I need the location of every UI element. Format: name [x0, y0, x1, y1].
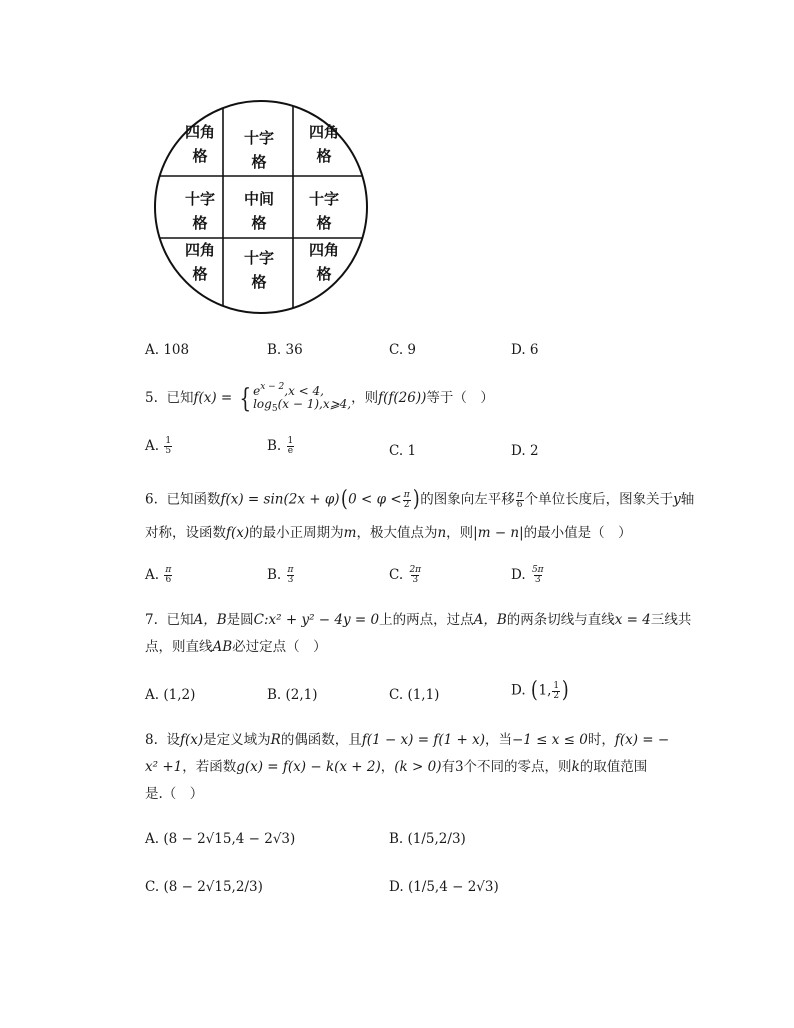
q6-option-d-den: 3: [534, 575, 541, 585]
q7-line-eq: x = 4: [614, 612, 651, 628]
q6-line2-b: 的最小正周期为: [249, 525, 344, 541]
q6-text-a: 已知函数: [166, 491, 221, 508]
q4-option-a[interactable]: A. 108: [145, 342, 190, 358]
grid-cell-9-line1: 四角: [308, 241, 340, 259]
grid-cell-4-line1: 十字: [184, 190, 216, 208]
q8-option-d[interactable]: [389, 879, 499, 895]
q6-cond: 0 < φ <: [348, 491, 402, 508]
q5-option-a-den: 5: [165, 446, 172, 456]
q8-R: R: [270, 732, 281, 748]
q5-number: 5.: [145, 390, 158, 407]
q6-option-b-num: π: [287, 565, 294, 575]
q6-line2-e: 的最小值是（ ）: [523, 525, 632, 541]
q6-option-a-num: π: [165, 565, 172, 575]
q5-option-a-num: 1: [165, 436, 172, 446]
q5-option-d[interactable]: [511, 443, 539, 459]
grid-cell-3-line1: 四角: [308, 123, 340, 141]
q6-stem-line1: [145, 489, 694, 511]
q5-option-d-text: 2: [529, 443, 539, 459]
q6-line2-m: m: [343, 525, 357, 541]
q7-option-a-text: (1,2): [163, 687, 196, 703]
q6-paren-close: ): [412, 487, 420, 512]
q5-option-c-text: 1: [407, 443, 417, 459]
q6-option-d[interactable]: [511, 566, 546, 585]
q6-option-d-frac: [531, 566, 545, 585]
q7-circle-eq: C:x² + y² − 4y = 0: [253, 612, 380, 628]
q8-line2-c: ，: [380, 759, 395, 775]
q5-case1-base: e: [253, 384, 261, 398]
q7-text-b: 是圆: [226, 612, 254, 628]
q7-text-a: 已知: [166, 612, 194, 628]
q7-option-c[interactable]: [389, 687, 439, 703]
q5-case1: [253, 383, 351, 398]
q6-expr: f(x) = sin(2x + φ): [220, 491, 340, 508]
q8-option-c-label: C.: [145, 879, 160, 895]
q5-case2: [253, 398, 351, 414]
q6-paren-open: (: [340, 487, 348, 512]
q5-option-b[interactable]: [267, 437, 295, 456]
q5-brace: {: [239, 383, 251, 414]
grid-cell-1-line1: 四角: [184, 123, 216, 141]
q8-option-d-label: D.: [389, 879, 404, 895]
q8-line2-d: 有3个不同的零点，则: [441, 759, 572, 775]
q6-option-a-den: 6: [165, 575, 172, 585]
q6-shift-frac: [516, 491, 524, 510]
q8-option-a-label: A.: [145, 831, 160, 847]
grid-cell-5-line2: 格: [251, 214, 267, 232]
q7-option-a-label: A.: [145, 687, 160, 703]
q8-line2-g: g(x) = f(x) − k(x + 2): [236, 759, 381, 775]
grid-cell-9-line2: 格: [316, 265, 332, 283]
q7-line2-a: 点，则直线: [145, 639, 213, 655]
q8-text-a: 设: [166, 732, 180, 748]
q7-option-d-label: D.: [511, 682, 526, 699]
q5-option-b-den: e: [287, 446, 294, 456]
q5-option-b-label: B.: [267, 438, 282, 454]
q7-ab2: A，B: [473, 612, 507, 628]
grid-cell-7-line1: 四角: [184, 241, 216, 259]
q7-option-d[interactable]: [511, 680, 570, 702]
q8-stem-line1: [145, 734, 669, 748]
q7-number: 7.: [145, 612, 158, 628]
q7-option-c-text: (1,1): [407, 687, 440, 703]
q7-option-d-frac: [552, 682, 560, 701]
q5-case1-cond: ,x < 4,: [284, 384, 324, 398]
q8-fx: f(x): [179, 732, 204, 748]
q7-ab: A，B: [193, 612, 227, 628]
q6-text-c: 个单位长度后，图象关于: [524, 491, 674, 508]
grid-cell-1-line2: 格: [192, 147, 208, 165]
grid-cell-8-line1: 十字: [243, 249, 275, 267]
q8-text-d: ，当: [484, 732, 512, 748]
q8-option-b[interactable]: [389, 831, 466, 847]
q7-line2-b: 必过定点（ ）: [232, 639, 327, 655]
q5-suffix-pre: ，则: [351, 390, 379, 407]
q7-text-c: 上的两点，过点: [379, 612, 474, 628]
q7-option-d-num: 1: [553, 680, 560, 691]
q6-axis-var: y: [673, 491, 681, 508]
grid-cell-6-line1: 十字: [308, 190, 340, 208]
grid-cell-4-line2: 格: [192, 214, 208, 232]
q5-prefix: 已知: [166, 390, 194, 407]
q6-line2-abs: |m − n|: [473, 525, 524, 541]
q5-suffix: 等于（ ）: [426, 390, 494, 407]
q6-line2-a: 对称，设函数: [145, 525, 226, 541]
q5-fx: f(x) =: [193, 390, 233, 407]
q5-option-b-num: 1: [287, 436, 294, 446]
q8-range: −1 ≤ x ≤ 0: [511, 732, 588, 748]
q6-option-c-label: C.: [389, 567, 404, 583]
q6-line2-n: n: [437, 525, 447, 541]
q5-case2-base: 5: [271, 403, 278, 414]
grid-cell-6-line2: 格: [316, 214, 332, 232]
q6-option-b-frac: [287, 566, 295, 585]
q6-option-d-label: D.: [511, 567, 526, 583]
q6-cond-den: 2: [403, 499, 410, 510]
grid-cell-8-line2: 格: [251, 273, 267, 291]
q6-option-b[interactable]: [267, 566, 295, 585]
q6-option-b-label: B.: [267, 567, 282, 583]
q7-option-b-text: (2,1): [285, 687, 318, 703]
q8-line2-a: x² +1: [145, 759, 183, 775]
q6-stem-line2: [145, 527, 632, 541]
q7-option-b[interactable]: [267, 687, 318, 703]
q7-option-d-pre: 1,: [538, 682, 552, 699]
q8-line2-e: 的取值范围: [579, 759, 648, 775]
q7-stem-line2: [145, 641, 327, 655]
q6-line2-d: ，则: [446, 525, 474, 541]
q5-option-b-frac: [287, 437, 295, 456]
q5-case2-log: log: [253, 396, 272, 411]
q6-option-d-num: 5π: [531, 565, 544, 575]
q5-option-a-label: A.: [145, 438, 160, 454]
q6-shift-num: π: [516, 489, 523, 500]
q8-line2-b: ，若函数: [182, 759, 237, 775]
q8-sym: f(1 − x) = f(1 + x): [361, 732, 485, 748]
grid-cell-2-line2: 格: [251, 153, 267, 171]
q8-text-c: 的偶函数，且: [280, 732, 362, 748]
q6-number: 6.: [145, 491, 158, 508]
q6-option-a-frac: [164, 566, 172, 585]
q4-option-d[interactable]: D. 6: [511, 342, 539, 358]
q7-text-e: 三线共: [650, 612, 692, 628]
q8-number: 8.: [145, 732, 158, 748]
q8-option-a[interactable]: [145, 831, 295, 847]
q5-expr: f(f(26)): [378, 390, 427, 407]
q6-cond-num: π: [403, 489, 410, 500]
q8-stem-line2: [145, 761, 647, 775]
q6-text-b: 的图象向左平移: [420, 491, 515, 508]
q8-option-a-text: (8 − 2√15,4 − 2√3): [163, 831, 296, 847]
q6-cond-frac: [403, 491, 411, 510]
q5-option-d-label: D.: [511, 443, 526, 459]
q6-text-d: 轴: [680, 491, 695, 508]
q6-line2-c: ，极大值点为: [356, 525, 438, 541]
q8-text-e: 时，: [587, 732, 615, 748]
grid-cell-3-line2: 格: [316, 147, 332, 165]
grid-cell-5-line1: 中间: [243, 190, 275, 208]
q6-line2-fx: f(x): [226, 525, 250, 541]
q6-option-c-den: 3: [412, 575, 419, 585]
q6-option-a-label: A.: [145, 567, 160, 583]
q5-option-c[interactable]: [389, 443, 416, 459]
q5-piecewise: [253, 383, 351, 414]
q7-option-a[interactable]: [145, 687, 195, 703]
q4-option-c[interactable]: C. 9: [389, 342, 417, 358]
q7-option-b-label: B.: [267, 687, 282, 703]
q7-option-c-label: C.: [389, 687, 404, 703]
q5-option-c-label: C.: [389, 443, 404, 459]
q7-d-paren-close: ): [562, 678, 569, 703]
q8-def: f(x) = −: [614, 732, 670, 748]
q8-stem-line3: 是.（ ）: [145, 786, 204, 802]
grid-cell-2-line1: 十字: [243, 129, 275, 147]
q7-d-paren-open: (: [530, 678, 538, 703]
q8-option-c-text: (8 − 2√15,2/3): [163, 879, 263, 895]
q8-line2-k: (k > 0): [394, 759, 442, 775]
q4-option-b[interactable]: B. 36: [267, 342, 303, 358]
q6-shift-den: 6: [516, 499, 523, 510]
q6-option-b-den: 3: [287, 575, 294, 585]
q6-option-a[interactable]: [145, 566, 173, 585]
q7-line2-ab: AB: [212, 639, 233, 655]
q6-option-c[interactable]: [389, 566, 423, 585]
q7-stem-line1: [145, 614, 691, 628]
q8-option-c[interactable]: [145, 879, 263, 895]
grid-circle-figure: [150, 97, 372, 317]
q5-stem: [145, 383, 494, 414]
q8-option-d-text: (1/5,4 − 2√3): [407, 879, 499, 895]
q7-option-d-den: 2: [553, 690, 560, 701]
q8-line2-kv: k: [571, 759, 580, 775]
grid-cell-7-line2: 格: [192, 265, 208, 283]
q6-option-c-frac: [408, 566, 422, 585]
q8-option-b-text: (1/5,2/3): [407, 831, 466, 847]
q5-option-a[interactable]: [145, 437, 173, 456]
q5-option-a-frac: [164, 437, 172, 456]
q8-text-b: 是定义域为: [203, 732, 271, 748]
q8-option-b-label: B.: [389, 831, 404, 847]
q6-option-c-num: 2π: [409, 565, 422, 575]
q7-text-d: 的两条切线与直线: [506, 612, 615, 628]
q5-case2-rest: (x − 1),x⩾4,: [277, 396, 352, 411]
grid-circle-svg: [150, 97, 372, 317]
q5-case1-exp: x − 2: [260, 382, 285, 392]
